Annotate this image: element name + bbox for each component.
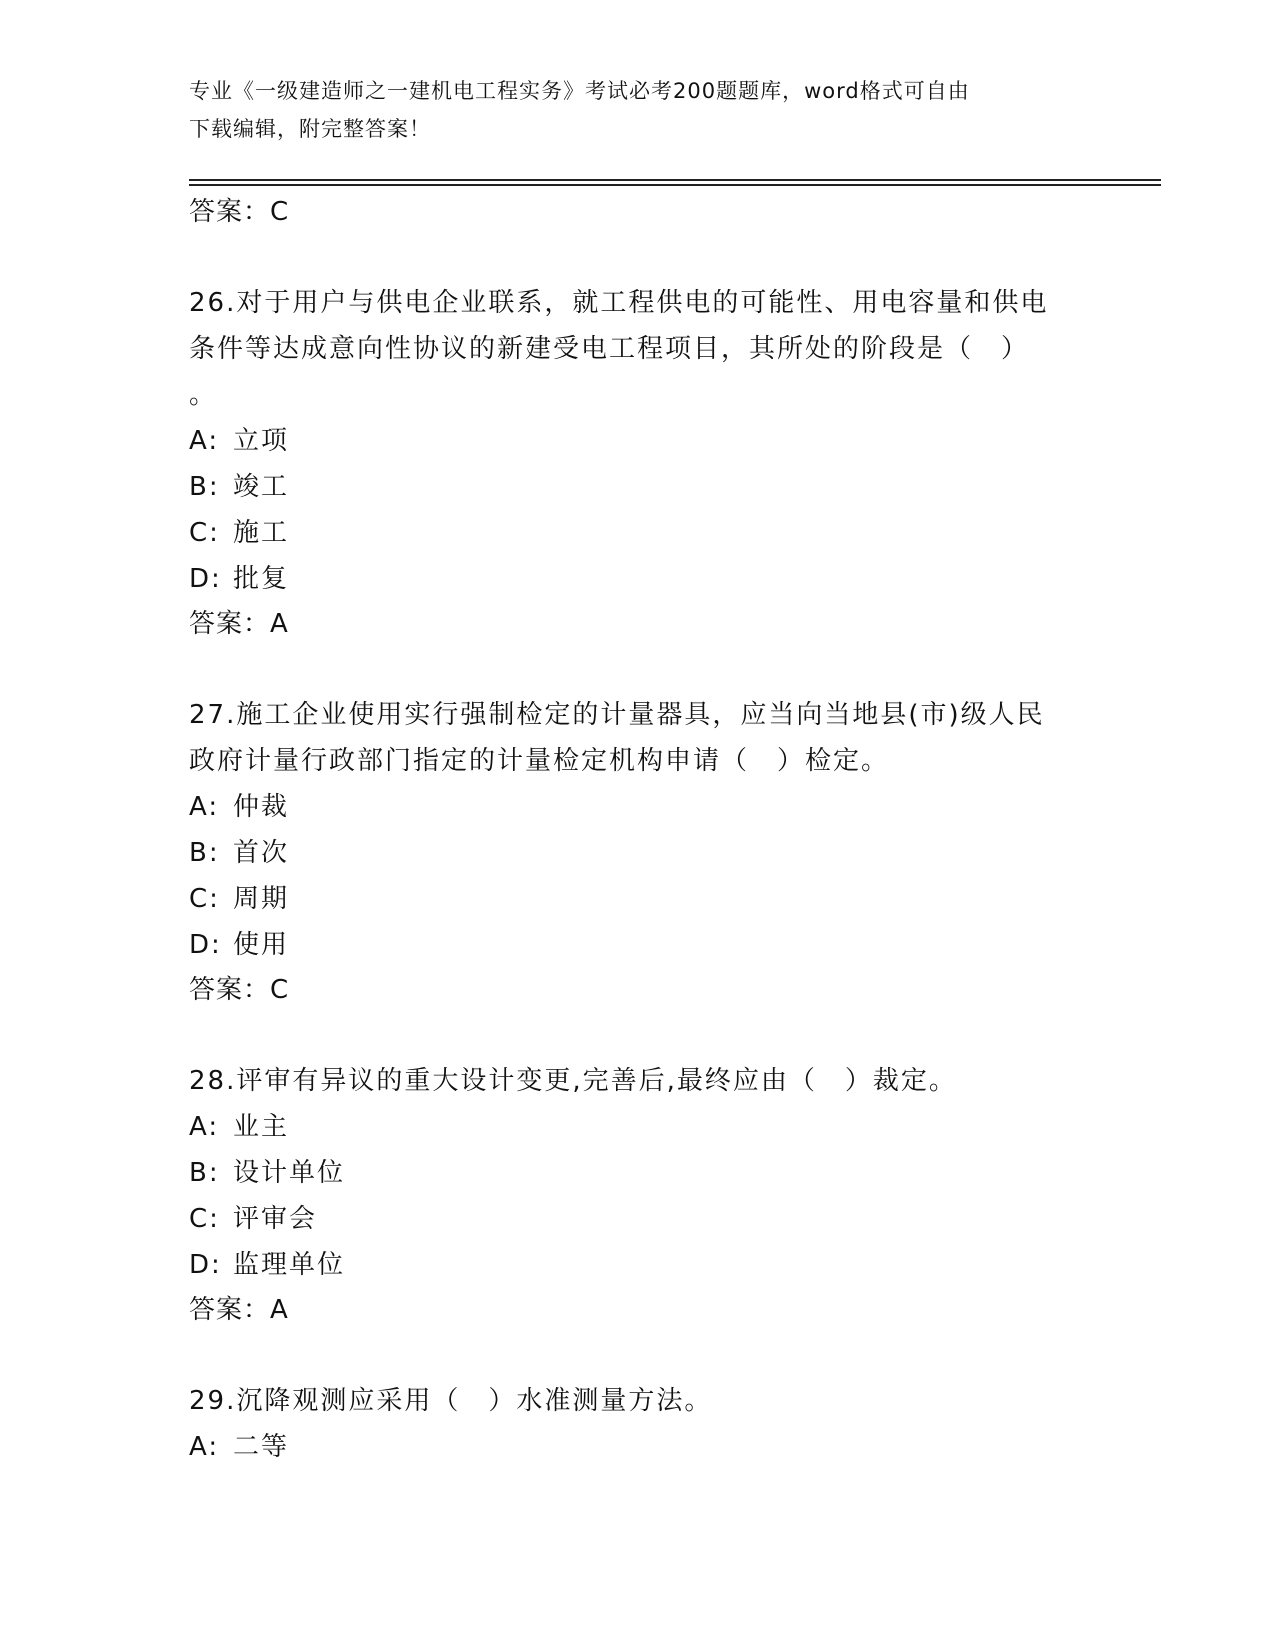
option-text: 首次: [233, 838, 290, 868]
answer: 答案：C: [189, 975, 290, 1005]
option-letter: A:: [189, 426, 220, 456]
previous-answer: 答案：C: [189, 197, 290, 227]
option-c: [189, 510, 1089, 556]
option-c: [189, 1196, 1089, 1242]
option-text: 周期: [233, 884, 290, 914]
option-letter: D:: [189, 564, 222, 594]
option-text: 竣工: [233, 472, 290, 502]
question-text: [189, 280, 1089, 418]
question-text-line: 27.施工企业使用实行强制检定的计量器具，应当向当地县(市)级人民: [189, 700, 1045, 730]
option-letter: A:: [189, 1112, 220, 1142]
header-title-line-2: 下载编辑，附完整答案！: [189, 117, 431, 141]
answer: 答案：A: [189, 609, 289, 639]
option-text: 业主: [233, 1112, 290, 1142]
question-text: [189, 692, 1089, 784]
header-divider-bottom: [189, 184, 1161, 186]
question-26: [189, 280, 1089, 646]
option-a: [189, 1424, 1089, 1470]
option-a: [189, 418, 1089, 464]
option-text: 评审会: [233, 1204, 318, 1234]
option-letter: D:: [189, 1250, 222, 1280]
option-text: 批复: [233, 564, 290, 594]
header-divider-top: [189, 179, 1161, 181]
option-text: 施工: [233, 518, 290, 548]
question-text-line: 28.评审有异议的重大设计变更,完善后,最终应由（ ）裁定。: [189, 1066, 957, 1096]
option-letter: D:: [189, 930, 222, 960]
question-text-line: 政府计量行政部门指定的计量检定机构申请（ ）检定。: [189, 746, 890, 776]
answer: 答案：A: [189, 1295, 289, 1325]
option-text: 立项: [233, 426, 290, 456]
option-letter: C:: [189, 518, 220, 548]
spacer: [189, 1332, 1089, 1378]
question-text: [189, 1378, 1089, 1424]
option-d: [189, 556, 1089, 602]
option-letter: B:: [189, 838, 220, 868]
question-text-line: 。: [189, 380, 218, 410]
option-letter: A:: [189, 792, 220, 822]
question-text-line: 26.对于用户与供电企业联系，就工程供电的可能性、用电容量和供电: [189, 288, 1049, 318]
option-a: [189, 1104, 1089, 1150]
option-b: [189, 1150, 1089, 1196]
page-header: [189, 72, 1089, 148]
option-text: 设计单位: [233, 1158, 346, 1188]
question-text: [189, 1058, 1089, 1104]
option-text: 仲裁: [233, 792, 290, 822]
question-28: [189, 1058, 1089, 1332]
option-b: [189, 830, 1089, 876]
option-letter: B:: [189, 472, 220, 502]
header-title-line-1: 专业《一级建造师之一建机电工程实务》考试必考200题题库，word格式可自由: [189, 79, 970, 103]
option-a: [189, 784, 1089, 830]
question-text-line: 条件等达成意向性协议的新建受电工程项目，其所处的阶段是（ ）: [189, 334, 1030, 364]
option-c: [189, 876, 1089, 922]
option-text: 使用: [233, 930, 290, 960]
option-text: 二等: [233, 1432, 290, 1462]
option-letter: B:: [189, 1158, 220, 1188]
spacer: [189, 646, 1089, 692]
question-29: [189, 1378, 1089, 1470]
option-letter: A:: [189, 1432, 220, 1462]
option-b: [189, 464, 1089, 510]
option-letter: C:: [189, 1204, 220, 1234]
option-text: 监理单位: [233, 1250, 346, 1280]
option-d: [189, 1242, 1089, 1288]
spacer: [189, 1012, 1089, 1058]
option-letter: C:: [189, 884, 220, 914]
question-list: [189, 190, 1089, 1470]
question-27: [189, 692, 1089, 1012]
option-d: [189, 922, 1089, 968]
question-text-line: 29.沉降观测应采用（ ）水准测量方法。: [189, 1386, 713, 1416]
spacer: [189, 234, 1089, 280]
